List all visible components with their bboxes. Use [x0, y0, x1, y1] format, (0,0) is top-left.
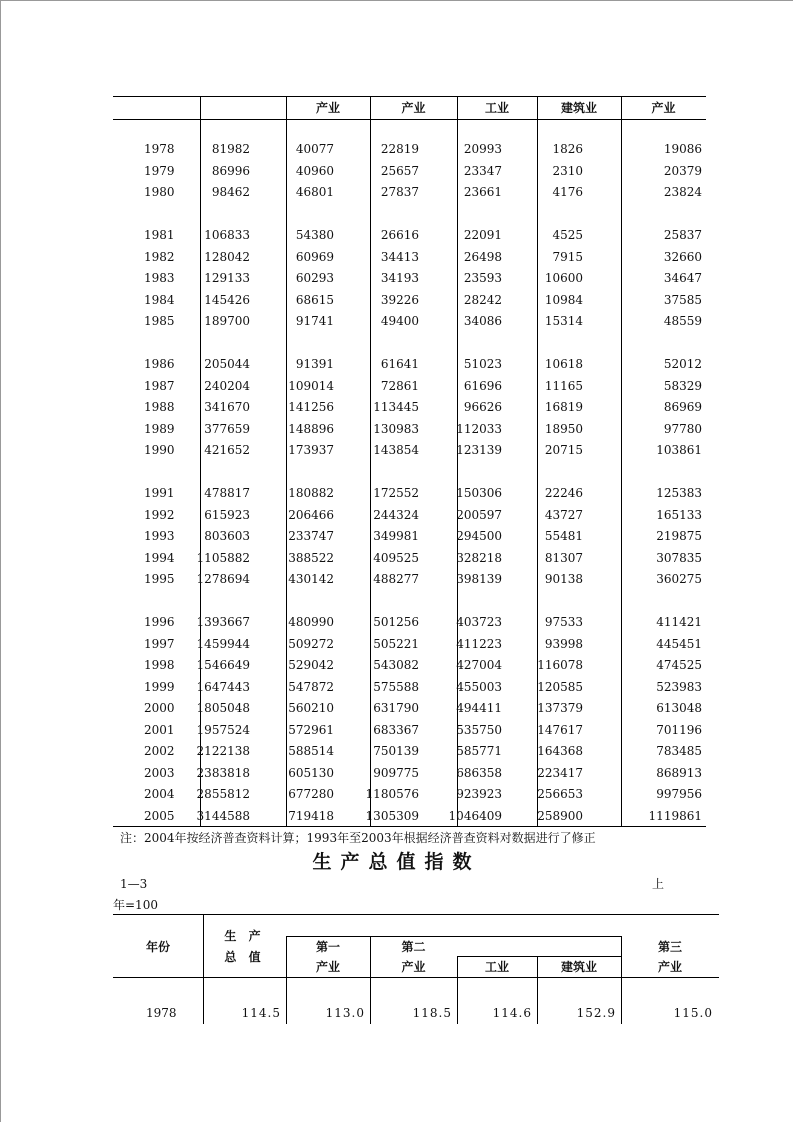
- table1-cell: 233747: [288, 529, 334, 543]
- table1-cell: 1459944: [196, 636, 250, 651]
- table1-cell: 575588: [373, 679, 419, 694]
- table2-subheader-rule: [457, 956, 621, 957]
- table1-cell: 411223: [456, 636, 502, 651]
- table1-row: [113, 419, 706, 441]
- table1-row: [113, 784, 706, 806]
- table1-cell: 294500: [456, 529, 502, 543]
- table1-cell: 143854: [373, 443, 419, 457]
- table1-cell: 120585: [537, 679, 583, 694]
- table1-cell: 46801: [295, 185, 334, 199]
- table1-cell: 783485: [656, 744, 702, 758]
- table1-cell: 61641: [380, 357, 419, 371]
- table2-header-construction: 建筑业: [560, 960, 597, 974]
- table1-cell: 219875: [656, 529, 702, 543]
- table1-cell-year: 1981: [144, 228, 175, 242]
- table1-cell: 572961: [288, 722, 334, 737]
- table1-cell: 23824: [663, 185, 702, 199]
- table1-cell: 377659: [204, 421, 250, 436]
- table1-cell: 39226: [380, 292, 419, 307]
- table1-row: [113, 225, 706, 247]
- table1-cell: 683367: [373, 722, 419, 737]
- table1-cell: 20715: [544, 443, 583, 457]
- table1-cell-year: 1978: [144, 142, 175, 156]
- table1-cell: 1305309: [365, 808, 419, 823]
- table1-cell: 455003: [456, 679, 502, 694]
- table1-cell: 43727: [544, 507, 583, 522]
- table1-cell: 505221: [373, 636, 419, 651]
- table1-cell-year: 1994: [144, 550, 175, 565]
- table2-header-tertiary-2: 产业: [657, 960, 682, 974]
- table1-cell: 2310: [552, 163, 583, 178]
- table1-row: [113, 612, 706, 634]
- table1-row: [113, 182, 706, 204]
- table1-header-tertiary: 产业: [651, 101, 676, 115]
- table1-cell: 909775: [373, 765, 419, 780]
- table1-cell-year: 1984: [144, 292, 175, 307]
- table1-cell: 26498: [463, 249, 502, 264]
- table1-cell: 430142: [288, 572, 334, 586]
- table1-cell: 4176: [552, 185, 583, 199]
- table1-cell: 109014: [288, 378, 334, 393]
- table1-cell: 55481: [544, 529, 583, 543]
- table1-cell: 427004: [456, 658, 502, 672]
- table1-cell-year: 1995: [144, 572, 175, 586]
- table1-cell: 1805048: [196, 701, 250, 715]
- table1-cell: 494411: [456, 701, 502, 715]
- table1-row: [113, 655, 706, 677]
- table1-cell: 16819: [544, 400, 583, 414]
- table1-cell: 37585: [663, 292, 702, 307]
- table2-cell: 114.6: [492, 1006, 532, 1020]
- table1-cell: 206466: [288, 507, 334, 522]
- table2-cell: 152.9: [576, 1006, 616, 1020]
- table1-cell: 91741: [295, 314, 334, 328]
- table2-cell-year: 1978: [146, 1006, 177, 1020]
- table1-cell: 585771: [456, 744, 502, 758]
- table1-cell: 113445: [373, 400, 419, 414]
- table2-cell: 114.5: [241, 1006, 281, 1020]
- table1-row: [113, 634, 706, 656]
- table1-cell-year: 2000: [144, 701, 175, 715]
- table1-cell: 173937: [288, 443, 334, 457]
- table2-header-secondary-2: 产业: [401, 960, 426, 974]
- table1-header-industry: 工业: [484, 101, 509, 115]
- table1-cell: 200597: [456, 507, 502, 522]
- table1-cell: 98462: [211, 185, 250, 199]
- table1-cell: 60293: [295, 271, 334, 285]
- table1-cell: 328218: [456, 550, 502, 565]
- table1-cell-year: 1985: [144, 314, 175, 328]
- table1-cell: 523983: [656, 679, 702, 694]
- table1-cell: 20379: [663, 163, 702, 178]
- table1-cell: 1046409: [448, 808, 502, 823]
- table1-cell: 54380: [295, 228, 334, 242]
- table1-cell: 409525: [373, 550, 419, 565]
- table1-cell: 535750: [456, 722, 502, 737]
- table1-cell: 403723: [456, 615, 502, 629]
- table1-cell: 1957524: [196, 722, 250, 737]
- table1-cell-year: 1980: [144, 185, 175, 199]
- table1-cell: 40960: [295, 163, 334, 178]
- table1-cell: 18950: [544, 421, 583, 436]
- table1-cell: 501256: [373, 615, 419, 629]
- table1-cell: 25657: [380, 163, 419, 178]
- table-note: 注：2004年按经济普查资料计算；1993年至2003年根据经济普查资料对数据进行了修正: [120, 831, 596, 845]
- table1-cell: 15314: [544, 314, 583, 328]
- table1-cell: 20993: [463, 142, 502, 156]
- table1-cell: 543082: [373, 658, 419, 672]
- table1-cell: 1105882: [196, 550, 250, 565]
- table1-cell: 148896: [288, 421, 334, 436]
- table2-cell: 118.5: [412, 1006, 452, 1020]
- table1-cell: 27837: [380, 185, 419, 199]
- table1-cell: 26616: [380, 228, 419, 242]
- table2-header-total-1: 生 产: [224, 929, 265, 943]
- table1-cell: 240204: [204, 378, 250, 393]
- table1-row: [113, 741, 706, 763]
- table1-cell: 256653: [537, 787, 583, 801]
- table1-cell: 7915: [552, 249, 583, 264]
- table1-cell: 398139: [456, 572, 502, 586]
- table2-cell: 113.0: [325, 1006, 365, 1020]
- table1-cell: 2855812: [196, 787, 250, 801]
- table2-header-total-2: 总 值: [224, 950, 265, 964]
- table1-cell-year: 1993: [144, 529, 175, 543]
- table2-header-rule: [286, 936, 621, 937]
- page-border-left: [0, 0, 1, 1122]
- table1-cell-year: 1998: [144, 658, 175, 672]
- table1-cell: 529042: [288, 658, 334, 672]
- table1-cell: 868913: [656, 765, 702, 780]
- table1-cell-year: 1987: [144, 378, 175, 393]
- table1-cell: 631790: [373, 701, 419, 715]
- table1-cell: 3144588: [196, 808, 250, 823]
- table1-cell: 23347: [463, 163, 502, 178]
- table1-cell: 25837: [663, 228, 702, 242]
- table1-cell: 923923: [456, 787, 502, 801]
- table1-cell: 81982: [211, 142, 250, 156]
- table1-row: [113, 397, 706, 419]
- table1-cell: 474525: [656, 658, 702, 672]
- table1-cell: 560210: [288, 701, 334, 715]
- table1-row: [113, 569, 706, 591]
- table1-row: [113, 161, 706, 183]
- page-border-top: [0, 0, 793, 1]
- table1-cell: 172552: [373, 486, 419, 500]
- table1-cell: 164368: [537, 744, 583, 758]
- table1-header: [113, 96, 706, 120]
- table1-cell: 22091: [463, 228, 502, 242]
- table1-cell: 488277: [373, 572, 419, 586]
- table1-cell: 106833: [204, 228, 250, 242]
- table1-cell: 258900: [537, 808, 583, 823]
- table1-cell: 48559: [663, 314, 702, 328]
- table1-cell: 588514: [288, 744, 334, 758]
- table1-row: [113, 806, 706, 828]
- table1-cell: 615923: [204, 507, 250, 522]
- table1-cell: 32660: [663, 249, 702, 264]
- table1-cell: 1119861: [648, 808, 702, 823]
- table2-header-tertiary-1: 第三: [657, 940, 682, 954]
- table1-row: [113, 677, 706, 699]
- table1-row: [113, 483, 706, 505]
- table1-cell-year: 1990: [144, 443, 175, 457]
- table1-cell: 719418: [288, 808, 334, 823]
- table1-cell: 1393667: [196, 615, 250, 629]
- table1-cell: 97533: [544, 615, 583, 629]
- table1-cell-year: 1979: [144, 163, 175, 178]
- table1-cell: 93998: [544, 636, 583, 651]
- table1-cell: 478817: [204, 486, 250, 500]
- table1-cell: 189700: [204, 314, 250, 328]
- table1-cell: 150306: [456, 486, 502, 500]
- table1-row: [113, 720, 706, 742]
- table1-cell: 86996: [211, 163, 250, 178]
- table1-cell: 130983: [373, 421, 419, 436]
- table1-cell: 23593: [463, 271, 502, 285]
- table1-cell: 147617: [537, 722, 583, 737]
- table1-cell: 125383: [656, 486, 702, 500]
- table1-cell: 128042: [204, 249, 250, 264]
- table1-header-construction: 建筑业: [560, 101, 597, 115]
- table1-cell: 547872: [288, 679, 334, 694]
- table1-cell: 116078: [537, 658, 583, 672]
- table1-cell: 86969: [663, 400, 702, 414]
- table1-cell: 509272: [288, 636, 334, 651]
- table1-cell: 23661: [463, 185, 502, 199]
- table1-cell: 165133: [656, 507, 702, 522]
- table1-cell: 112033: [456, 421, 502, 436]
- table1-cell: 19086: [663, 142, 702, 156]
- table1-cell: 613048: [656, 701, 702, 715]
- table2-header-year: 年份: [145, 940, 170, 954]
- table1-cell: 10618: [544, 357, 583, 371]
- table1-row: [113, 311, 706, 333]
- table1-cell-year: 1999: [144, 679, 175, 694]
- table1-cell: 52012: [663, 357, 702, 371]
- table1-row: [113, 268, 706, 290]
- table2-header-industry: 工业: [484, 960, 509, 974]
- table1-cell: 349981: [373, 529, 419, 543]
- table1-cell: 686358: [456, 765, 502, 780]
- table1-cell: 411421: [656, 615, 702, 629]
- table1-cell-year: 1997: [144, 636, 175, 651]
- table1-cell: 49400: [380, 314, 419, 328]
- table1-cell: 72861: [380, 378, 419, 393]
- table1-cell: 58329: [663, 378, 702, 393]
- table1-row: [113, 526, 706, 548]
- table1-cell-year: 2002: [144, 744, 175, 758]
- table1-row: [113, 247, 706, 269]
- table1-cell: 137379: [537, 701, 583, 715]
- table1-cell: 28242: [463, 292, 502, 307]
- table1-cell: 34193: [380, 271, 419, 285]
- table1-cell: 60969: [295, 249, 334, 264]
- table2-header-primary-2: 产业: [315, 960, 340, 974]
- table1-cell: 141256: [288, 400, 334, 414]
- table1-cell: 22819: [380, 142, 419, 156]
- table1-row: [113, 698, 706, 720]
- table1-cell-year: 1986: [144, 357, 175, 371]
- table1-bottom-rule: [113, 826, 706, 827]
- table1-row: [113, 440, 706, 462]
- table1-cell: 11165: [544, 378, 583, 393]
- table1-cell: 388522: [288, 550, 334, 565]
- table1-cell-year: 1989: [144, 421, 175, 436]
- table1-cell: 103861: [656, 443, 702, 457]
- table1-cell: 2122138: [196, 744, 250, 758]
- table1-cell: 605130: [288, 765, 334, 780]
- table1-cell: 307835: [656, 550, 702, 565]
- table1-cell: 223417: [537, 765, 583, 780]
- table1-cell: 1647443: [196, 679, 250, 694]
- table1-cell: 123139: [456, 443, 502, 457]
- table1-cell: 205044: [204, 357, 250, 371]
- table2-id: 1—3: [120, 877, 148, 891]
- table1-cell: 145426: [204, 292, 250, 307]
- table2-unit-base: 年=100: [113, 898, 158, 912]
- table1-cell: 445451: [656, 636, 702, 651]
- table1-header-primary: 产业: [315, 101, 340, 115]
- table1-cell-year: 1982: [144, 249, 175, 264]
- table1-cell-year: 2004: [144, 787, 175, 801]
- table1-cell: 61696: [463, 378, 502, 393]
- table1-row: [113, 548, 706, 570]
- table1-cell: 68615: [295, 292, 334, 307]
- table1-header-secondary: 产业: [401, 101, 426, 115]
- table1-row: [113, 290, 706, 312]
- table1-cell: 22246: [544, 486, 583, 500]
- table1-cell: 180882: [288, 486, 334, 500]
- table1-cell: 2383818: [196, 765, 250, 780]
- table1-row: [113, 354, 706, 376]
- table1-cell: 10984: [544, 292, 583, 307]
- table1-cell-year: 2003: [144, 765, 175, 780]
- table1-cell: 10600: [544, 271, 583, 285]
- table1-cell: 51023: [463, 357, 502, 371]
- table1-cell-year: 1991: [144, 486, 175, 500]
- table1-cell: 360275: [656, 572, 702, 586]
- table1-cell: 1546649: [196, 658, 250, 672]
- table1-cell: 677280: [288, 787, 334, 801]
- table1-cell: 97780: [663, 421, 702, 436]
- table1-cell-year: 1996: [144, 615, 175, 629]
- table1-cell-year: 1992: [144, 507, 175, 522]
- table1-cell: 90138: [544, 572, 583, 586]
- table1-cell-year: 1988: [144, 400, 175, 414]
- table1-cell: 34413: [380, 249, 419, 264]
- table1-cell: 341670: [204, 400, 250, 414]
- table1-cell: 480990: [288, 615, 334, 629]
- table1-cell: 81307: [544, 550, 583, 565]
- table1-cell: 34086: [463, 314, 502, 328]
- table1-cell: 129133: [204, 271, 250, 285]
- table2-title: 生产总值指数: [312, 851, 481, 873]
- table1-cell: 1180576: [365, 787, 419, 801]
- table1-cell-year: 2001: [144, 722, 175, 737]
- table1-row: [113, 139, 706, 161]
- table1-cell: 96626: [463, 400, 502, 414]
- table1-cell: 701196: [656, 722, 702, 737]
- table1-cell: 1278694: [196, 572, 250, 586]
- table1-cell: 34647: [663, 271, 702, 285]
- table1-cell: 1826: [552, 142, 583, 156]
- table1-cell: 4525: [552, 228, 583, 242]
- table1-cell-year: 1983: [144, 271, 175, 285]
- table2-header-primary-1: 第一: [315, 940, 340, 954]
- table1-row: [113, 763, 706, 785]
- table1-row: [113, 376, 706, 398]
- table1-cell: 244324: [373, 507, 419, 522]
- table2-cell: 115.0: [673, 1006, 713, 1020]
- table1-cell: 750139: [373, 744, 419, 758]
- table1-cell: 40077: [295, 142, 334, 156]
- table1-cell-year: 2005: [144, 808, 175, 823]
- table2-header-secondary-1: 第二: [401, 940, 426, 954]
- table1-cell: 91391: [295, 357, 334, 371]
- table1-cell: 803603: [204, 529, 250, 543]
- table1-cell: 421652: [204, 443, 250, 457]
- table1-cell: 997956: [656, 787, 702, 801]
- table1-row: [113, 505, 706, 527]
- table2-unit-prev: 上: [652, 877, 665, 891]
